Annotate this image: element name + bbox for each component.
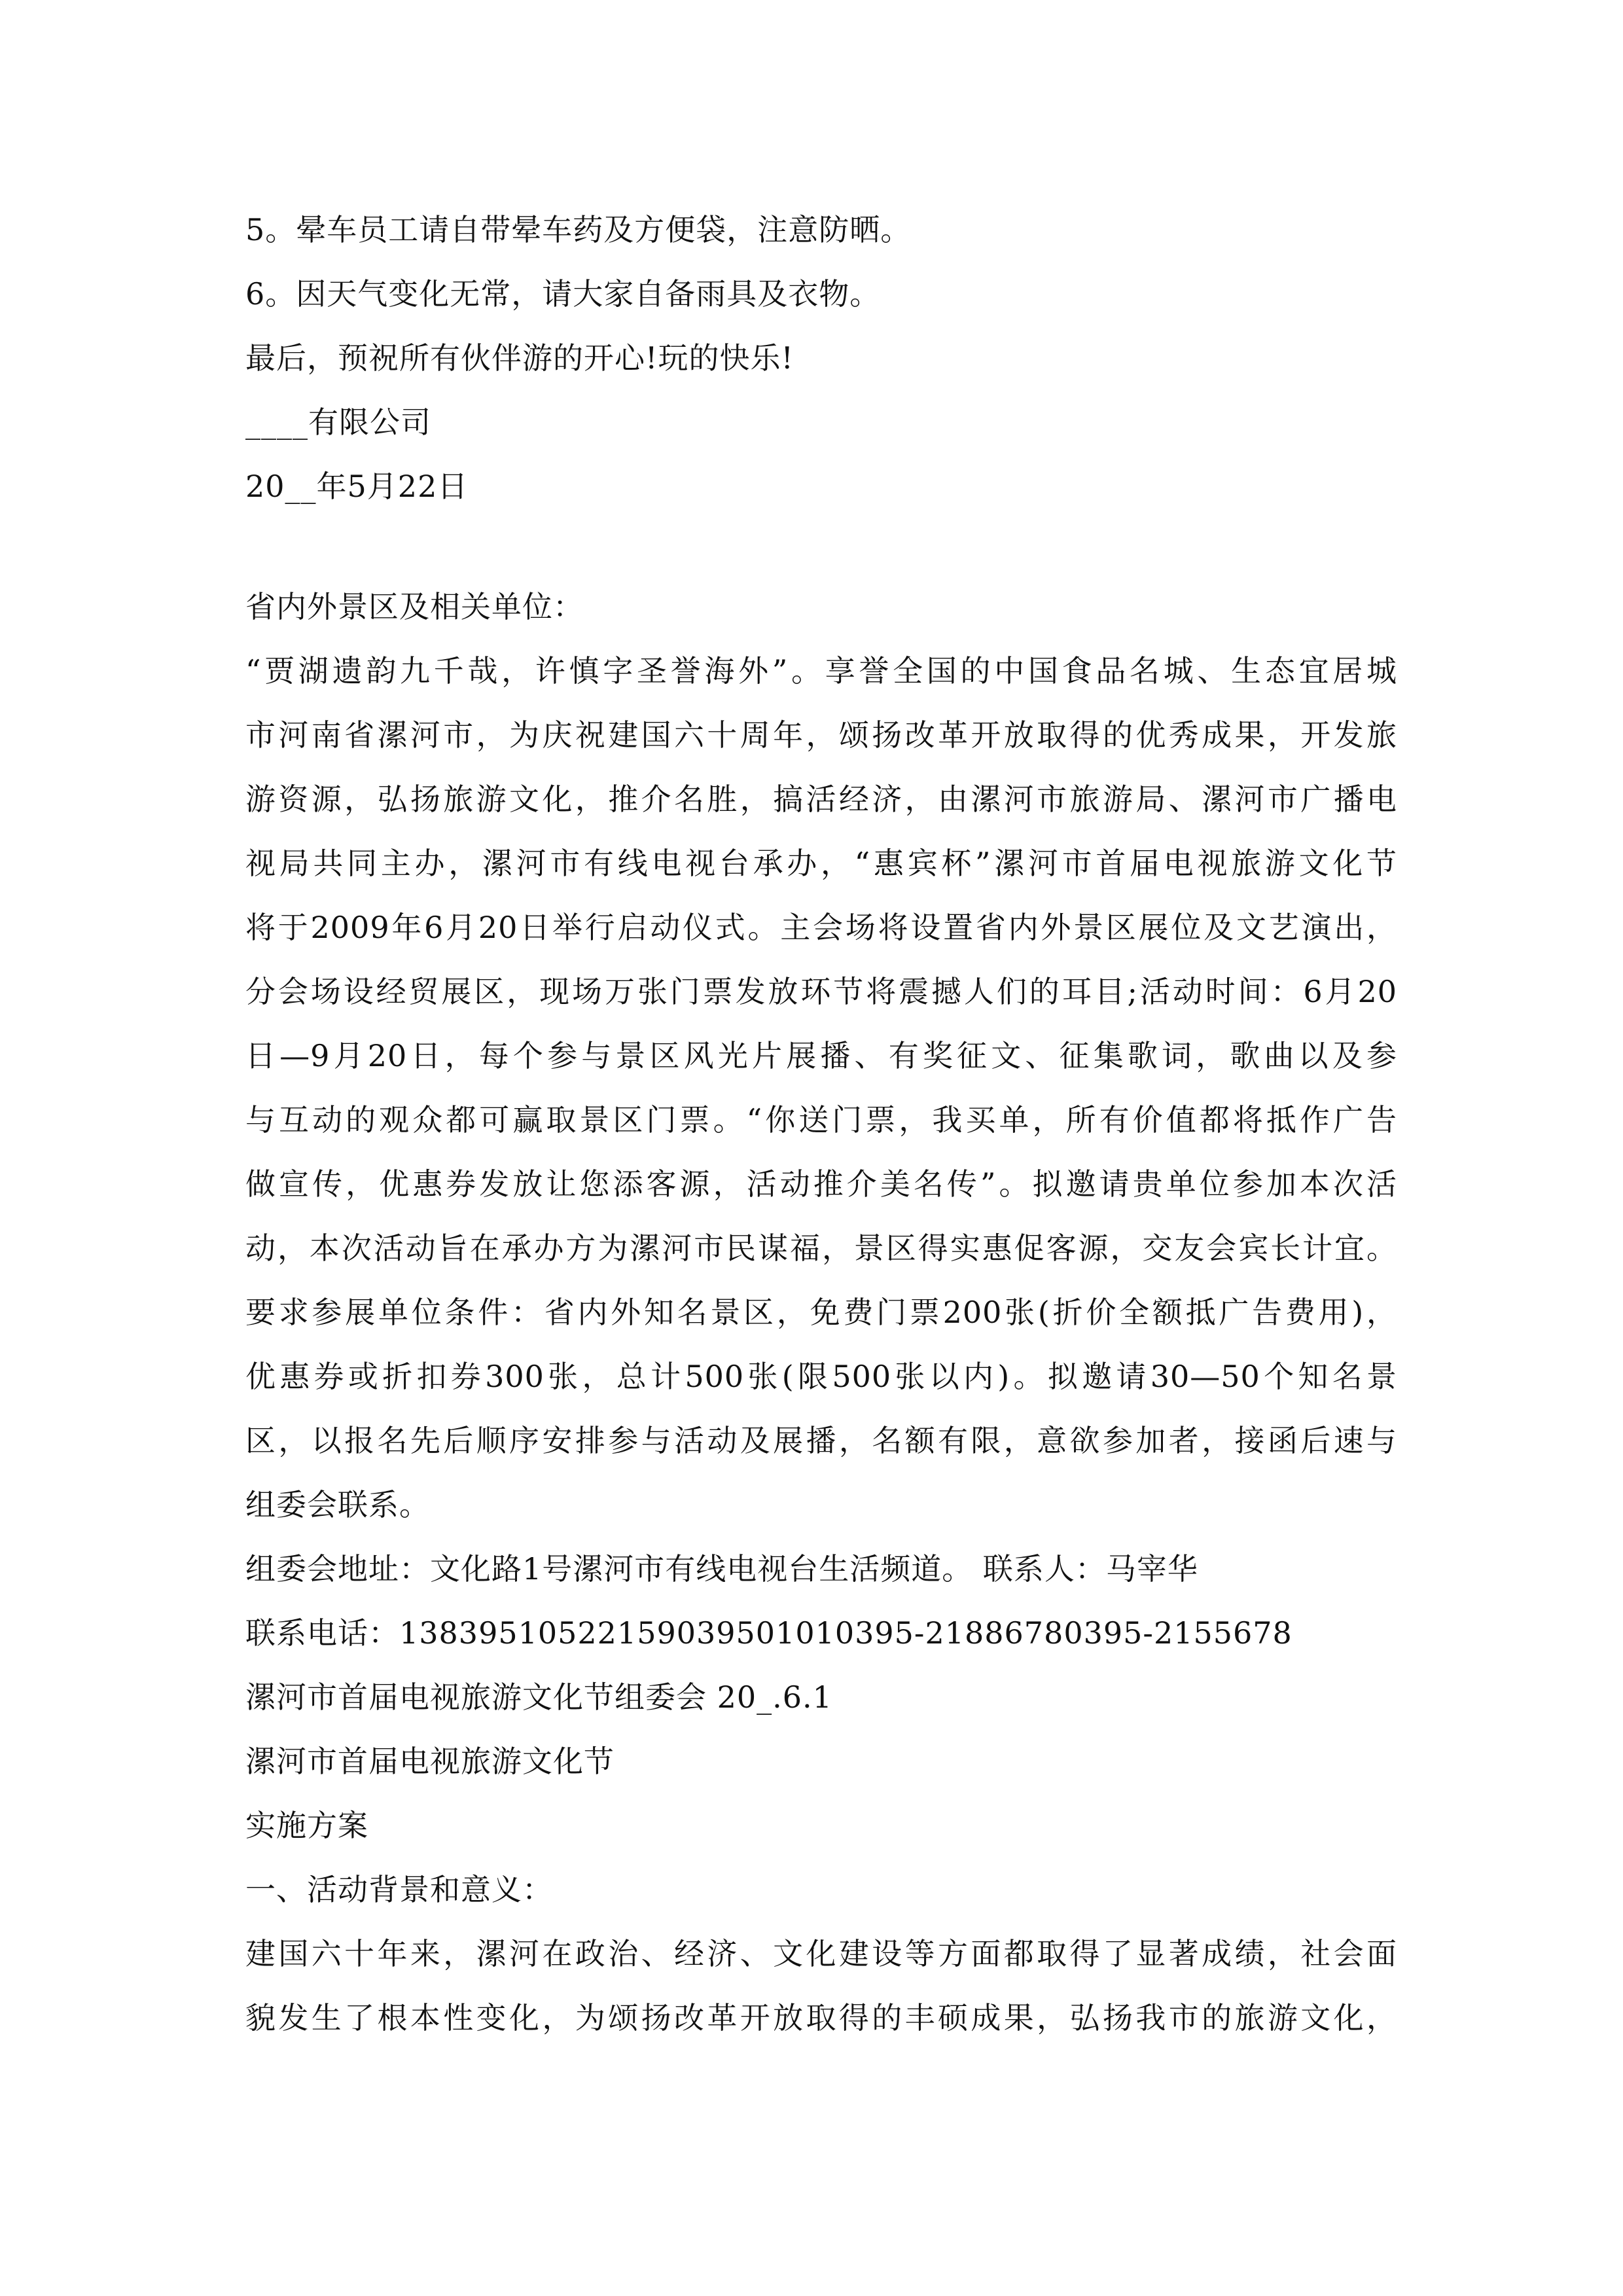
body-line: 建国六十年来，漯河在政治、经济、文化建设等方面都取得了显著成绩，社会面	[245, 1936, 1397, 1971]
notice-date: 20__年5月22日	[245, 469, 469, 504]
body-line: 视局共同主办，漯河市有线电视台承办，“惠宾杯”漯河市首届电视旅游文化节	[245, 846, 1397, 881]
plan-title: 漯河市首届电视旅游文化节	[245, 1744, 615, 1779]
body-line: 将于2009年6月20日举行启动仪式。主会场将设置省内外景区展位及文艺演出，	[245, 910, 1397, 945]
salutation: 省内外景区及相关单位：	[245, 589, 584, 624]
body-line: 游资源，弘扬旅游文化，推介名胜，搞活经济，由漯河市旅游局、漯河市广播电	[245, 781, 1397, 817]
body-line: “贾湖遗韵九千哉，许慎字圣誉海外”。享誉全国的中国食品名城、生态宜居城	[245, 653, 1397, 689]
body-line: 日—9月20日，每个参与景区风光片展播、有奖征文、征集歌词，歌曲以及参	[245, 1038, 1397, 1073]
body-line: 要求参展单位条件：省内外知名景区，免费门票200张(折价全额抵广告费用)，	[245, 1295, 1397, 1330]
contact-phone: 联系电话：13839510522159039501010395-21886780395-2155678	[245, 1615, 1293, 1651]
section-heading: 一、活动背景和意义：	[245, 1872, 553, 1907]
body-line: 区，以报名先后顺序安排参与活动及展播，名额有限，意欲参加者，接函后速与	[245, 1423, 1397, 1458]
plan-subtitle: 实施方案	[245, 1808, 368, 1843]
committee-address: 组委会地址：文化路1号漯河市有线电视台生活频道。 联系人：马宰华	[245, 1551, 1198, 1587]
body-line: 市河南省漯河市，为庆祝建国六十周年，颂扬改革开放取得的优秀成果，开发旅	[245, 717, 1397, 753]
notice-line-6: 6。因天气变化无常，请大家自备雨具及衣物。	[245, 276, 881, 312]
body-line: 分会场设经贸展区，现场万张门票发放环节将震撼人们的耳目;活动时间：6月20	[245, 974, 1397, 1009]
body-line: 组委会联系。	[245, 1487, 430, 1522]
body-line: 与互动的观众都可赢取景区门票。“你送门票，我买单，所有价值都将抵作广告	[245, 1102, 1397, 1138]
company-signature: ____有限公司	[245, 404, 431, 440]
committee-signature: 漯河市首届电视旅游文化节组委会 20_.6.1	[245, 1679, 832, 1715]
body-line: 优惠券或折扣券300张，总计500张(限500张以内)。拟邀请30—50个知名景	[245, 1359, 1397, 1394]
closing-wish: 最后，预祝所有伙伴游的开心!玩的快乐!	[245, 340, 794, 376]
body-line: 做宣传，优惠券发放让您添客源，活动推介美名传”。拟邀请贵单位参加本次活	[245, 1166, 1397, 1202]
notice-section	[245, 198, 1397, 518]
notice-line-5: 5。晕车员工请自带晕车药及方便袋，注意防晒。	[245, 212, 912, 247]
invitation-section	[245, 575, 1397, 2050]
body-line: 动，本次活动旨在承办方为漯河市民谋福，景区得实惠促客源，交友会宾长计宜。	[245, 1230, 1397, 1266]
body-line: 貌发生了根本性变化，为颂扬改革开放取得的丰硕成果，弘扬我市的旅游文化，	[245, 2000, 1397, 2036]
